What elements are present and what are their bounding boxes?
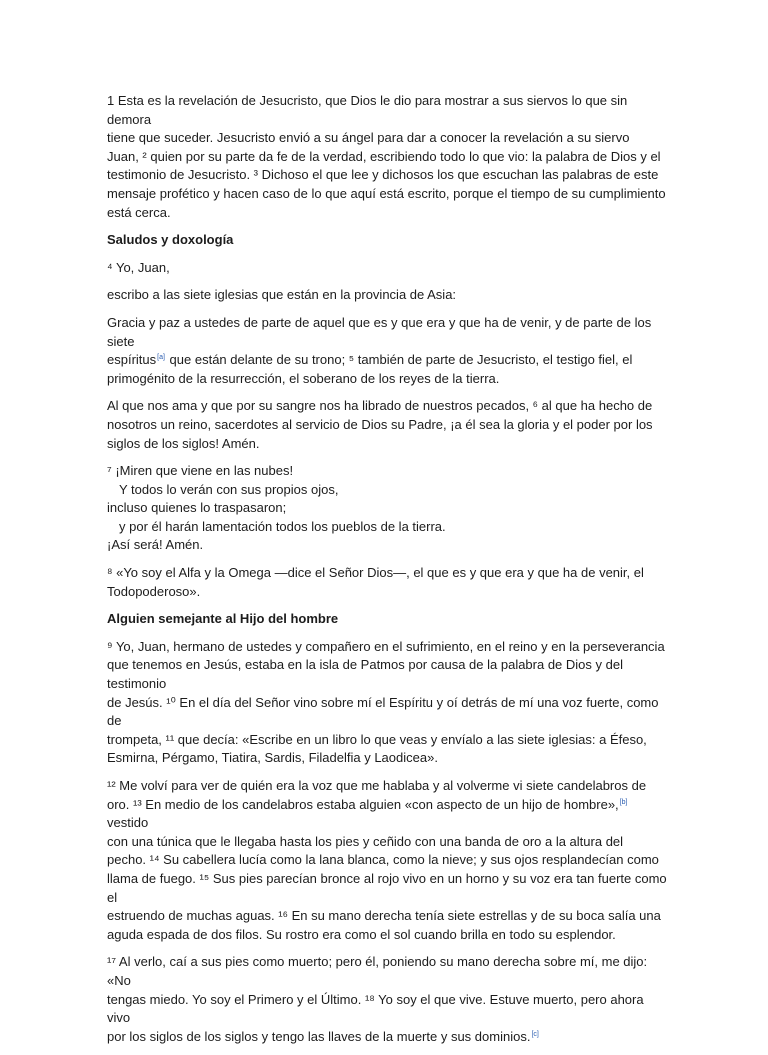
text-line: Todopoderoso».	[107, 583, 201, 599]
text-line: que están delante de su trono; ⁵ también de parte de Jesucristo, el testigo fiel, el	[165, 352, 633, 368]
poem-line: y por él harán lamentación todos los pueblos de la tierra.	[119, 518, 446, 534]
text-line: de Jesús. ¹⁰ En el día del Señor vino sobre mí el Espíritu y oí detrás de mí una voz fuerte, como de	[107, 694, 659, 729]
text-line: ¹⁷ Al verlo, caí a sus pies como muerto; pero él, poniendo su mano derecha sobre mí, me dijo: «No	[107, 954, 648, 988]
document-page	[107, 92, 667, 1055]
text-line: con una túnica que le llegaba hasta los pies y ceñido con una banda de oro a la altura del	[107, 833, 624, 849]
text-line: que tenemos en Jesús, estaba en la isla de Patmos por causa de la palabra de Dios y del testimonio	[107, 657, 623, 692]
text-line: nosotros un reino, sacerdotes al servicio de Dios su Padre, ¡a él sea la gloria y el poder por los	[107, 416, 653, 432]
footnote-link-c[interactable]: [c]	[531, 1030, 539, 1038]
text-line: 1 Esta es la revelación de Jesucristo, que Dios le dio para mostrar a sus siervos lo que sin demora	[107, 93, 628, 127]
text-line: trompeta, ¹¹ que decía: «Escribe en un libro lo que veas y envíalo a las siete iglesias: a Éfeso,	[107, 731, 647, 747]
paragraph-verse-9-11	[107, 638, 667, 768]
text-line: Juan, ² quien por su parte da fe de la verdad, escribiendo todo lo que vio: la palabra de Dios y el	[107, 148, 661, 164]
text-line: estruendo de muchas aguas. ¹⁶ En su mano derecha tenía siete estrellas y de su boca salía una	[107, 908, 661, 924]
text-line: mensaje profético y hacen caso de lo que aquí está escrito, porque el tiempo de su cumplimiento	[107, 185, 666, 201]
text-line: Gracia y paz a ustedes de parte de aquel que es y que era y que ha de venir, y de parte de los siete	[107, 314, 652, 349]
text-line: siglos de los siglos! Amén.	[107, 435, 260, 451]
paragraph-verse-8	[107, 564, 667, 601]
poem-verse-7	[107, 462, 667, 555]
text-line: vestido	[107, 815, 149, 831]
paragraph-verse-5-6	[107, 397, 667, 453]
poem-line: ⁷ ¡Miren que viene en las nubes!	[107, 463, 294, 479]
paragraph-verse-1-3	[107, 92, 667, 222]
text-line: por los siglos de los siglos y tengo las llaves de la muerte y sus dominios.	[107, 1028, 531, 1044]
paragraph-verse-4: ⁴ Yo, Juan,	[107, 259, 170, 275]
text-line: aguda espada de dos filos. Su rostro era como el sol cuando brilla en todo su esplendor.	[107, 926, 616, 942]
paragraph-verse-12-16	[107, 777, 667, 944]
footnote-link-b[interactable]: [b]	[619, 798, 628, 806]
footnote-link-a[interactable]: [a]	[157, 354, 165, 362]
text-line: llama de fuego. ¹⁵ Sus pies parecían bronce al rojo vivo en un horno y su voz era tan fuerte como el	[107, 870, 667, 905]
text-line: testimonio de Jesucristo. ³ Dichoso el que lee y dichosos los que escuchan las palabras de este	[107, 167, 659, 183]
section-heading-saludos: Saludos y doxología	[107, 232, 234, 248]
paragraph-asia: escribo a las siete iglesias que están en la provincia de Asia:	[107, 287, 457, 303]
text-line: Esmirna, Pérgamo, Tiatira, Sardis, Filadelfia y Laodicea».	[107, 750, 438, 766]
poem-line: ¡Así será! Amén.	[107, 537, 204, 553]
text-line: oro. ¹³ En medio de los candelabros estaba alguien «con aspecto de un hijo de hombre»,	[107, 796, 619, 812]
text-line: ⁹ Yo, Juan, hermano de ustedes y compañero en el sufrimiento, en el reino y en la perseverancia	[107, 638, 665, 654]
text-line: espíritus	[107, 352, 157, 368]
text-line: ¹² Me volví para ver de quién era la voz que me hablaba y al volverme vi siete candelabros de	[107, 778, 647, 793]
text-line: tengas miedo. Yo soy el Primero y el Último. ¹⁸ Yo soy el que vive. Estuve muerto, pero ahora vivo	[107, 991, 644, 1026]
text-line: primogénito de la resurrección, el soberano de los reyes de la tierra.	[107, 370, 500, 386]
poem-line: Y todos lo verán con sus propios ojos,	[119, 481, 339, 497]
text-line: pecho. ¹⁴ Su cabellera lucía como la lana blanca, como la nieve; y sus ojos resplandecían como	[107, 852, 659, 868]
text-line: tiene que suceder. Jesucristo envió a su ángel para dar a conocer la revelación a su siervo	[107, 130, 630, 146]
paragraph-verse-17-18	[107, 953, 667, 1046]
poem-line: incluso quienes lo traspasaron;	[107, 500, 287, 516]
text-line: Al que nos ama y que por su sangre nos ha librado de nuestros pecados, ⁶ al que ha hecho de	[107, 398, 653, 414]
paragraph-grace	[107, 314, 667, 388]
section-heading-hijo-del-hombre: Alguien semejante al Hijo del hombre	[107, 611, 339, 627]
text-line: está cerca.	[107, 204, 171, 220]
text-line: ⁸ «Yo soy el Alfa y la Omega —dice el Señor Dios—, el que es y que era y que ha de venir, el	[107, 565, 644, 581]
